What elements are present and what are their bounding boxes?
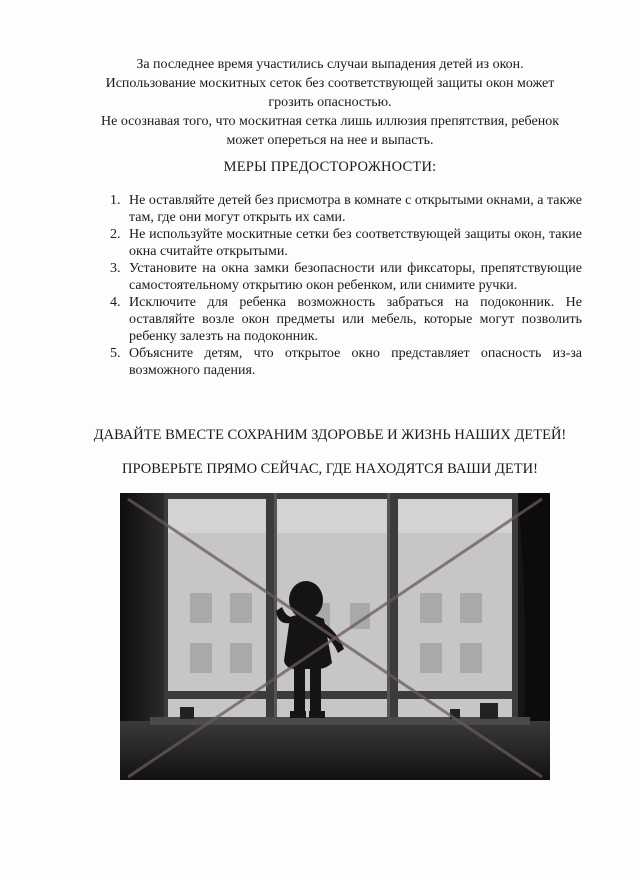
list-item-number: 5. [110,346,121,361]
list-item-text: Не используйте москитные сетки без соответствующей защиты окон, такие окна считайте открытыми. [129,227,582,259]
intro-line: Использование москитных сеток без соответствующей защиты окон может [105,76,555,91]
list-item-number: 1. [110,193,121,208]
intro-line: За последнее время участились случаи выпадения детей из окон. [136,57,524,72]
list-item-text: Исключите для ребенка возможность забраться на подоконник. Не оставляйте возле окон предметы или мебель, которые могут позволить ребенку залезть на подоконник. [129,295,582,344]
list-item [110,345,582,379]
intro-line: грозить опасностью. [268,95,392,110]
call-to-action-heading: ДАВАЙТЕ ВМЕСТЕ СОХРАНИМ ЗДОРОВЬЕ И ЖИЗНЬ НАШИХ ДЕТЕЙ! [93,427,567,443]
list-item [110,260,582,294]
list-item [110,192,582,226]
intro-paragraph [80,55,580,150]
list-item [110,294,582,345]
list-item-text: Не оставляйте детей без присмотра в комнате с открытыми окнами, а также там, где они могут открыть их сами. [129,193,582,225]
precautions-list [110,192,582,379]
list-item-text: Объясните детям, что открытое окно представляет опасность из-за возможного падения. [129,346,582,378]
list-item-number: 3. [110,261,121,276]
list-item [110,226,582,260]
list-item-number: 4. [110,295,121,310]
check-now-heading: ПРОВЕРЬТЕ ПРЯМО СЕЙЧАС, ГДЕ НАХОДЯТСЯ ВАШИ ДЕТИ! [122,461,538,477]
intro-line: Не осознавая того, что москитная сетка лишь иллюзия препятствия, ребенок [101,114,559,129]
measures-heading: МЕРЫ ПРЕДОСТОРОЖНОСТИ: [223,159,437,175]
list-item-text: Установите на окна замки безопасности или фиксаторы, препятствующие самостоятельному открытию окон ребенком, или снимите ручки. [129,261,582,293]
intro-line: может опереться на нее и выпасть. [226,133,434,148]
list-item-number: 2. [110,227,121,242]
child-at-window-photo [120,493,550,780]
